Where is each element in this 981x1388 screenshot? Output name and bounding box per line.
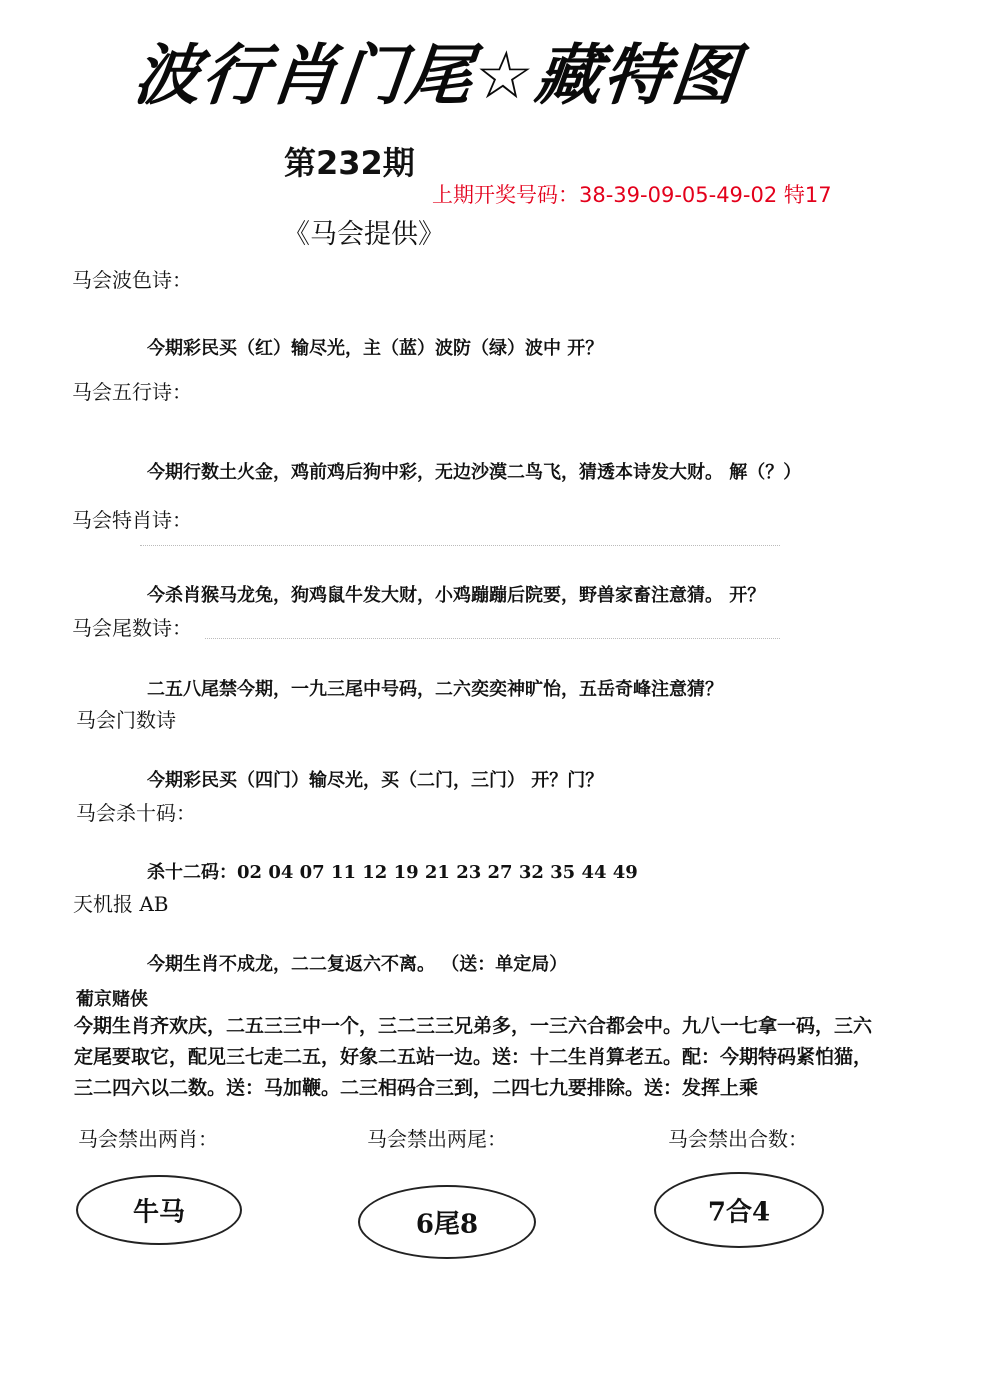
provider-label: 《马会提供》 — [283, 219, 445, 250]
section-poem: 二五八尾禁今期，一九三尾中号码，二六奕奕神旷怡，五岳奇峰注意猜？ — [147, 679, 723, 700]
puzzle-heading: 葡京赌侠 — [76, 989, 148, 1010]
section-heading: 马会尾数诗： — [72, 616, 192, 640]
dotted-divider — [205, 638, 780, 639]
ban-value-zodiac: 牛马 — [132, 1197, 185, 1228]
dotted-divider — [140, 545, 780, 546]
ban-label-sum: 马会禁出合数： — [668, 1127, 808, 1151]
ban-ellipse-tail — [358, 1185, 536, 1259]
section-poem: 今杀肖猴马龙兔，狗鸡鼠牛发大财，小鸡蹦蹦后院要，野兽家畜注意猜。 开？ — [147, 585, 766, 606]
last-draw-numbers: 上期开奖号码：38-39-09-05-49-02 特17 — [432, 183, 832, 207]
issue-number: 第232期 — [284, 144, 415, 182]
ban-label-tail: 马会禁出两尾： — [367, 1127, 507, 1151]
section-heading: 马会五行诗： — [72, 380, 192, 404]
puzzle-line: 三二四六以二数。送：马加鞭。二三相码合三到，二四七九要排除。送：发挥上乘 — [74, 1077, 759, 1099]
puzzle-line: 定尾要取它，配见三七走二五，好象二五站一边。送：十二生肖算老五。配：今期特码紧怕猫， — [74, 1046, 873, 1068]
ban-ellipse-zodiac — [76, 1175, 242, 1245]
section-heading: 马会特肖诗： — [72, 508, 192, 532]
puzzle-text — [74, 1011, 934, 1104]
section-heading: 马会波色诗： — [72, 268, 192, 292]
section-poem: 杀十二码：02 04 07 11 12 19 21 23 27 32 35 44 49 — [147, 862, 638, 883]
puzzle-line: 今期生肖齐欢庆，二五三三中一个，三二三三兄弟多，一三六合都会中。九八一七拿一码，三六 — [74, 1015, 873, 1037]
section-poem: 今期彩民买（红）输尽光，主（蓝）波防（绿）波中 开？ — [147, 338, 604, 359]
ban-value-tail: 6尾8 — [415, 1209, 479, 1240]
section-heading: 马会杀十码： — [76, 801, 196, 825]
ban-value-sum: 7合4 — [707, 1197, 771, 1228]
section-poem: 今期行数土火金，鸡前鸡后狗中彩，无边沙漠二鸟飞，猜透本诗发大财。 解（？） — [147, 462, 802, 483]
section-poem: 今期彩民买（四门）输尽光，买（二门，三门） 开？门？ — [147, 770, 604, 791]
section-heading: 马会门数诗 — [76, 708, 176, 732]
ban-ellipse-sum — [654, 1172, 824, 1248]
ban-label-zodiac: 马会禁出两肖： — [78, 1127, 218, 1151]
page-title: 波行肖门尾☆藏特图 — [130, 37, 744, 114]
section-heading: 天机报 AB — [73, 892, 169, 916]
section-poem: 今期生肖不成龙，二二复返六不离。 （送：单定局） — [147, 954, 568, 975]
